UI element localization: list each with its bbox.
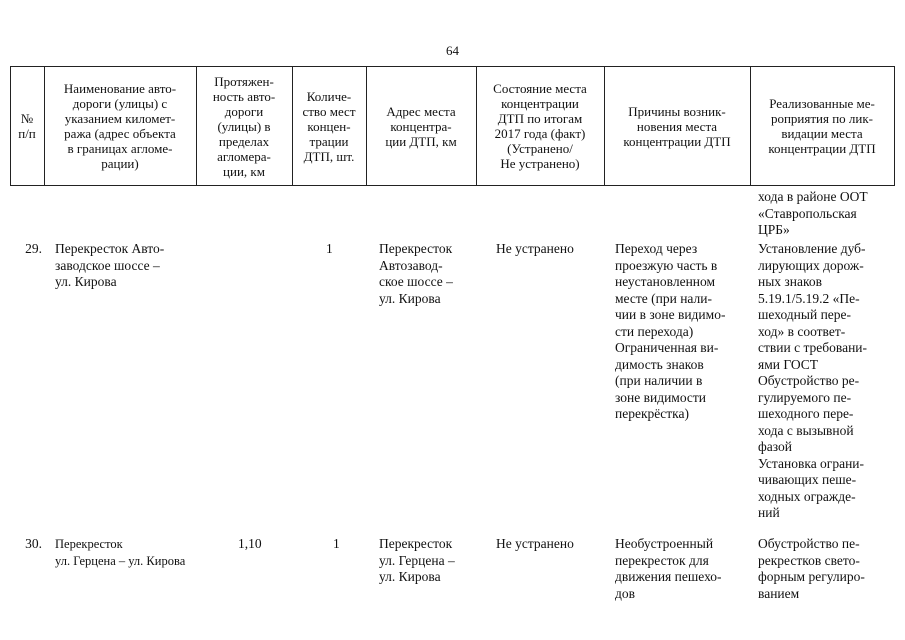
row-causes: Необустроенный перекресток для движения пешехо- дов — [615, 536, 722, 601]
row-road-name: Перекресток Авто- заводское шоссе – ул. Кирова — [55, 241, 165, 289]
row-length: 1,10 — [238, 536, 262, 551]
header-length: Протяжен- ность авто- дороги (улицы) в пределах агломера- ции, км — [212, 73, 276, 179]
header-causes: Причины возник- новения места концентрации ДТП — [623, 103, 731, 149]
row-status: Не устранено — [496, 536, 574, 551]
header-number: № п/п — [18, 111, 36, 141]
row-causes: Переход через проезжую часть в неустановленном месте (при нали- чии в зоне видимо- сти перехода) Ограниченная ви- димость знаков (при наличии в зоне видимости перекрёстка) — [615, 241, 726, 421]
header-road-name: Наименование авто- дороги (улицы) с указанием километ- ража (адрес объекта в границах агломе- рации) — [63, 81, 177, 171]
row-address: Перекресток Автозавод- ское шоссе – ул. Кирова — [379, 241, 453, 306]
row-address: Перекресток ул. Герцена – ул. Кирова — [379, 536, 455, 584]
row-status: Не устранено — [496, 241, 574, 256]
row-count: 1 — [326, 241, 333, 256]
row-measures: Установление дуб- лирующих дорож- ных знаков 5.19.1/5.19.2 «Пе- шеходный пере- ход» в соответ- ствии с требовани- ями ГОСТ Обустройство ре- гулируемого пе- шеходного пере- хода с вызывной фазой Установка ограни- чивающих пеше- ходных огражде- ний — [758, 241, 868, 520]
row-road-name: Перекресток ул. Герцена – ул. Кирова — [55, 537, 186, 568]
row-number: 29. — [25, 241, 42, 256]
header-status: Состояние места концентрации ДТП по итогам 2017 года (факт) (Устранено/ Не устранено) — [493, 81, 587, 171]
header-count: Количе- ство мест концен- трации ДТП, шт. — [302, 88, 356, 164]
row-count: 1 — [333, 536, 340, 551]
page-number: 64 — [446, 43, 459, 58]
carryover-measures: хода в районе ООТ «Ставропольская ЦРБ» — [758, 189, 868, 237]
row-number: 30. — [25, 536, 42, 551]
row-measures: Обустройство пе- рекрестков свето- форным регулиро- ванием — [758, 536, 865, 601]
header-measures: Реализованные ме- роприятия по лик- видации места концентрации ДТП — [768, 96, 876, 156]
header-address: Адрес места концентра- ции ДТП, км — [385, 103, 457, 149]
column-divider — [894, 66, 895, 186]
